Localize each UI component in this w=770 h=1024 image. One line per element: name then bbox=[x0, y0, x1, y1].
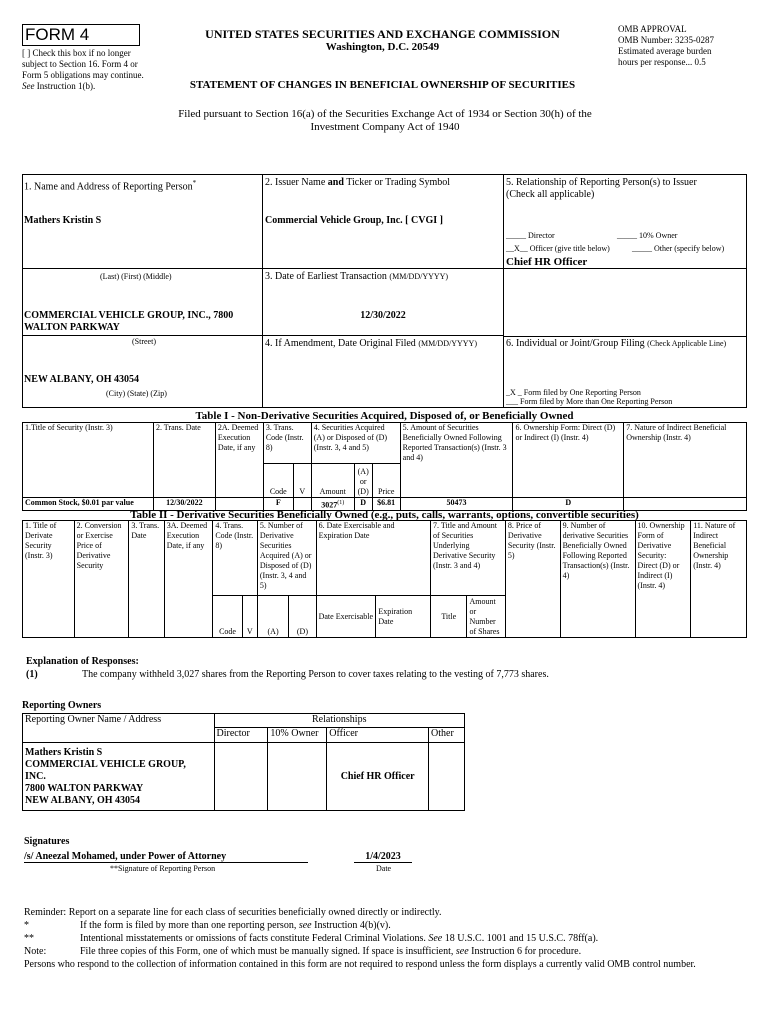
agency-title: UNITED STATES SECURITIES AND EXCHANGE COMMISSION bbox=[205, 27, 560, 41]
table-2-title: Table II - Derivative Securities Beneficially Owned (e.g., puts, calls, warrants, options, convertible securities) bbox=[130, 509, 639, 521]
t2-h10: 10. Ownership Form of Derivative Security: Direct (D) or Indirect (I) (Instr. 4) bbox=[635, 521, 691, 596]
t1-h6: 6. Ownership Form: Direct (D) or Indirect (I) (Instr. 4) bbox=[513, 423, 624, 464]
t2-h1: 1. Title of Derivate Security (Instr. 3) bbox=[23, 521, 75, 596]
t2-sub-d: (D) bbox=[289, 596, 316, 638]
signature-caption: **Signature of Reporting Person bbox=[110, 864, 216, 873]
t1-sub-code: Code bbox=[263, 463, 293, 497]
t2-h4: 4. Trans. Code (Instr. 8) bbox=[213, 521, 258, 596]
city-caption: (City) (State) (Zip) bbox=[106, 389, 167, 398]
street-caption: (Street) bbox=[132, 337, 156, 346]
omb-title: OMB APPROVAL bbox=[618, 24, 687, 34]
t1-h4: 4. Securities Acquired (A) or Disposed of (D) (Instr. 3, 4 and 5) bbox=[311, 423, 400, 464]
persons-notice: Persons who respond to the collection of information contained in this form are not required to respond unless the form displays a currently valid OMB control number. bbox=[24, 959, 696, 970]
box-2-label-b: Ticker or Trading Symbol bbox=[346, 177, 451, 188]
box-1-star: * bbox=[192, 179, 197, 187]
t2-sub-title: Title bbox=[431, 596, 467, 638]
t1-row-date: 12/30/2022 bbox=[153, 497, 215, 511]
owners-col-rel: Relationships bbox=[214, 714, 465, 728]
t2-sub-date-ex: Date Exercisable bbox=[316, 596, 376, 638]
t2-sub-exp: Expiration Date bbox=[376, 596, 431, 638]
t1-h1: 1.Title of Security (Instr. 3) bbox=[23, 423, 154, 464]
box-4-fmt: (MM/DD/YYYY) bbox=[418, 339, 477, 348]
box-6-sub: (Check Applicable Line) bbox=[647, 339, 727, 348]
reminder: Reminder: Report on a separate line for each class of securities beneficially owned directly or indirectly. bbox=[24, 907, 442, 918]
instr-ref: Instruction 1(b). bbox=[36, 81, 96, 91]
t1-sub-ad: (A) or (D) bbox=[354, 463, 372, 497]
table-2 bbox=[22, 520, 747, 638]
city-state-zip: NEW ALBANY, OH 43054 bbox=[24, 374, 140, 385]
star-1-text-b: Instruction 4(b)(v). bbox=[314, 920, 391, 931]
footer-notes bbox=[24, 906, 754, 971]
t2-h5: 5. Number of Derivative Securities Acquired (A) or Disposed of (D) (Instr. 3, 4 and 5) bbox=[257, 521, 316, 596]
box-3-label-text: 3. Date of Earliest Transaction bbox=[265, 271, 387, 282]
t2-h6: 6. Date Exercisable and Expiration Date bbox=[316, 521, 430, 596]
star-1-marker: * bbox=[24, 920, 29, 931]
filed-line-2: Investment Company Act of 1940 bbox=[310, 121, 460, 133]
t2-sub-v: V bbox=[242, 596, 257, 638]
box-5-label-text: 5. Relationship of Reporting Person(s) to Issuer bbox=[506, 177, 697, 188]
box-4-label bbox=[265, 338, 477, 349]
footnote-text: The company withheld 3,027 shares from the Reporting Person to cover taxes relating to the vesting of 7,773 shares. bbox=[82, 669, 549, 680]
issuer-name: Commercial Vehicle Group, Inc. [ CVGI ] bbox=[265, 215, 443, 226]
box-6-label-text: 6. Individual or Joint/Group Filing bbox=[506, 338, 645, 349]
t2-h2: 2. Conversion or Exercise Price of Derivative Security bbox=[74, 521, 129, 596]
t2-h9: 9. Number of derivative Securities Beneficially Owned Following Reported Transaction(s) (Instr. 4) bbox=[560, 521, 635, 596]
name-caption: (Last) (First) (Middle) bbox=[100, 272, 172, 281]
t1-row-ad: D bbox=[354, 497, 372, 511]
rel-other[interactable]: _____ Other (specify below) bbox=[632, 244, 725, 253]
box-3-fmt: (MM/DD/YYYY) bbox=[389, 272, 449, 281]
note-text-b: Instruction 6 for procedure. bbox=[471, 946, 582, 957]
t1-sub-amount: Amount bbox=[311, 463, 354, 497]
t1-h2: 2. Trans. Date bbox=[153, 423, 215, 464]
note-text-a: File three copies of this Form, one of which must be manually signed. If space is insufficient, bbox=[80, 946, 454, 957]
footnote-star bbox=[24, 919, 754, 932]
t1-row-form: D bbox=[513, 497, 624, 511]
note-marker: Note: bbox=[24, 946, 47, 957]
signature-date: 1/4/2023 bbox=[354, 851, 412, 863]
street-line-1: COMMERCIAL VEHICLE GROUP, INC., 7800 bbox=[24, 310, 234, 321]
owners-heading: Reporting Owners bbox=[22, 700, 102, 711]
officer-title: Chief HR Officer bbox=[506, 256, 588, 268]
agency-city: Washington, D.C. 20549 bbox=[325, 41, 440, 53]
statement-title: STATEMENT OF CHANGES IN BENEFICIAL OWNERSHIP OF SECURITIES bbox=[189, 79, 576, 91]
omb-approval bbox=[618, 24, 714, 68]
owners-col-officer: Officer bbox=[327, 728, 429, 743]
box-5-label bbox=[506, 177, 744, 201]
note-see: see bbox=[455, 946, 469, 957]
footnote-double-star bbox=[24, 932, 754, 945]
t1-row-amount: 3027 bbox=[321, 500, 338, 510]
omb-number: OMB Number: 3235-0287 bbox=[618, 35, 714, 45]
street-line-2: WALTON PARKWAY bbox=[24, 322, 120, 333]
owners-col-director: Director bbox=[214, 728, 268, 743]
t1-row-code: F bbox=[263, 497, 293, 511]
t1-h5: 5. Amount of Securities Beneficially Owned Following Reported Transaction(s) (Instr. 3 and 4) bbox=[400, 423, 513, 464]
star-1-see: see bbox=[298, 920, 312, 931]
star-2-text-a: Intentional misstatements or omissions of facts constitute Federal Criminal Violations. bbox=[80, 933, 426, 944]
box-5-sub: (Check all applicable) bbox=[506, 189, 595, 200]
owners-col-other: Other bbox=[429, 728, 465, 743]
form-title: FORM 4 bbox=[22, 24, 140, 46]
star-1-text-a: If the form is filed by more than one reporting person, bbox=[80, 920, 297, 931]
table-row bbox=[23, 743, 465, 811]
see-text: See bbox=[22, 81, 35, 91]
street-address bbox=[24, 310, 233, 334]
box-1-label bbox=[24, 177, 196, 193]
box-6-label bbox=[506, 338, 744, 350]
box-2-label bbox=[265, 177, 450, 188]
date-caption: Date bbox=[376, 864, 392, 873]
signatures-heading: Signatures bbox=[24, 836, 70, 847]
omb-hours: hours per response... 0.5 bbox=[618, 57, 706, 67]
t2-h3a: 3A. Deemed Execution Date, if any bbox=[164, 521, 213, 596]
t1-row-price: $6.81 bbox=[372, 497, 400, 511]
t1-row-owned: 50473 bbox=[400, 497, 513, 511]
filed-line-1: Filed pursuant to Section 16(a) of the Securities Exchange Act of 1934 or Section 30(h) of the bbox=[178, 108, 592, 120]
box-2-label-a: 2. Issuer Name bbox=[265, 177, 326, 188]
footnote-note bbox=[24, 945, 754, 958]
t2-sub-amount: Amount or Number of Shares bbox=[467, 596, 505, 638]
t2-h7: 7. Title and Amount of Securities Underlying Derivative Security (Instr. 3 and 4) bbox=[431, 521, 506, 596]
filed-pursuant bbox=[100, 108, 670, 134]
box-5-extension bbox=[503, 269, 747, 336]
reporting-person-name: Mathers Kristin S bbox=[24, 215, 102, 226]
t2-sub-code: Code bbox=[213, 596, 242, 638]
star-2-see: See bbox=[428, 933, 443, 944]
t2-sub-a: (A) bbox=[257, 596, 288, 638]
owner-officer-value: Chief HR Officer bbox=[327, 743, 429, 811]
owner-addr-2: COMMERCIAL VEHICLE GROUP, bbox=[25, 758, 186, 770]
omb-burden: Estimated average burden bbox=[618, 46, 712, 56]
owner-addr-5: NEW ALBANY, OH 43054 bbox=[25, 794, 141, 806]
box-2-label-and: and bbox=[327, 177, 344, 188]
t1-sub-price: Price bbox=[372, 463, 400, 497]
signer-name: /s/ Aneezal Mohamed, under Power of Attorney bbox=[24, 851, 308, 863]
rel-officer[interactable]: __X__ Officer (give title below) bbox=[506, 244, 610, 253]
t2-h3: 3. Trans. Date bbox=[129, 521, 164, 596]
owners-col-name: Reporting Owner Name / Address bbox=[23, 714, 215, 743]
owners-table bbox=[22, 713, 465, 811]
t1-sub-v: V bbox=[293, 463, 311, 497]
owner-addr-1: Mathers Kristin S bbox=[25, 746, 103, 758]
t1-h3: 3. Trans. Code (Instr. 8) bbox=[263, 423, 311, 464]
filing-one-person[interactable]: _X _ Form filed by One Reporting Person bbox=[506, 388, 641, 397]
table-1 bbox=[22, 422, 747, 511]
no-longer-subject-checkbox[interactable] bbox=[22, 48, 150, 92]
t1-row-title: Common Stock, $0.01 par value bbox=[23, 497, 154, 511]
owner-address bbox=[23, 743, 215, 811]
check-box-text: [ ] Check this box if no longer subject to Section 16. Form 4 or Form 5 obligations may continue. bbox=[22, 48, 144, 80]
t1-row-amount-fn[interactable]: (1) bbox=[337, 499, 345, 506]
owner-addr-3: INC. bbox=[25, 770, 46, 782]
table-1-title: Table I - Non-Derivative Securities Acquired, Disposed of, or Beneficially Owned bbox=[195, 410, 574, 422]
explanation-heading: Explanation of Responses: bbox=[26, 656, 139, 667]
star-2-text-b: 18 U.S.C. 1001 and 15 U.S.C. 78ff(a). bbox=[444, 933, 599, 944]
rel-director[interactable]: _____ Director bbox=[506, 231, 555, 240]
footnote-number: (1) bbox=[26, 669, 38, 680]
earliest-transaction-date: 12/30/2022 bbox=[360, 310, 406, 321]
box-1-label-text: 1. Name and Address of Reporting Person bbox=[24, 181, 193, 193]
box-4-label-text: 4. If Amendment, Date Original Filed bbox=[265, 338, 416, 349]
t1-h7: 7. Nature of Indirect Beneficial Ownership (Instr. 4) bbox=[624, 423, 747, 464]
box-3-label bbox=[265, 271, 448, 282]
star-2-marker: ** bbox=[24, 933, 34, 944]
owner-addr-4: 7800 WALTON PARKWAY bbox=[25, 782, 144, 794]
filing-more-persons[interactable]: ___ Form filed by More than One Reporting Person bbox=[506, 397, 673, 406]
rel-10pct-owner[interactable]: _____ 10% Owner bbox=[617, 231, 678, 240]
t2-h8: 8. Price of Derivative Security (Instr. 5) bbox=[505, 521, 560, 596]
owners-col-10pct: 10% Owner bbox=[268, 728, 327, 743]
t2-h11: 11. Nature of Indirect Beneficial Ownership (Instr. 4) bbox=[691, 521, 747, 596]
t1-h2a: 2A. Deemed Execution Date, if any bbox=[215, 423, 263, 464]
